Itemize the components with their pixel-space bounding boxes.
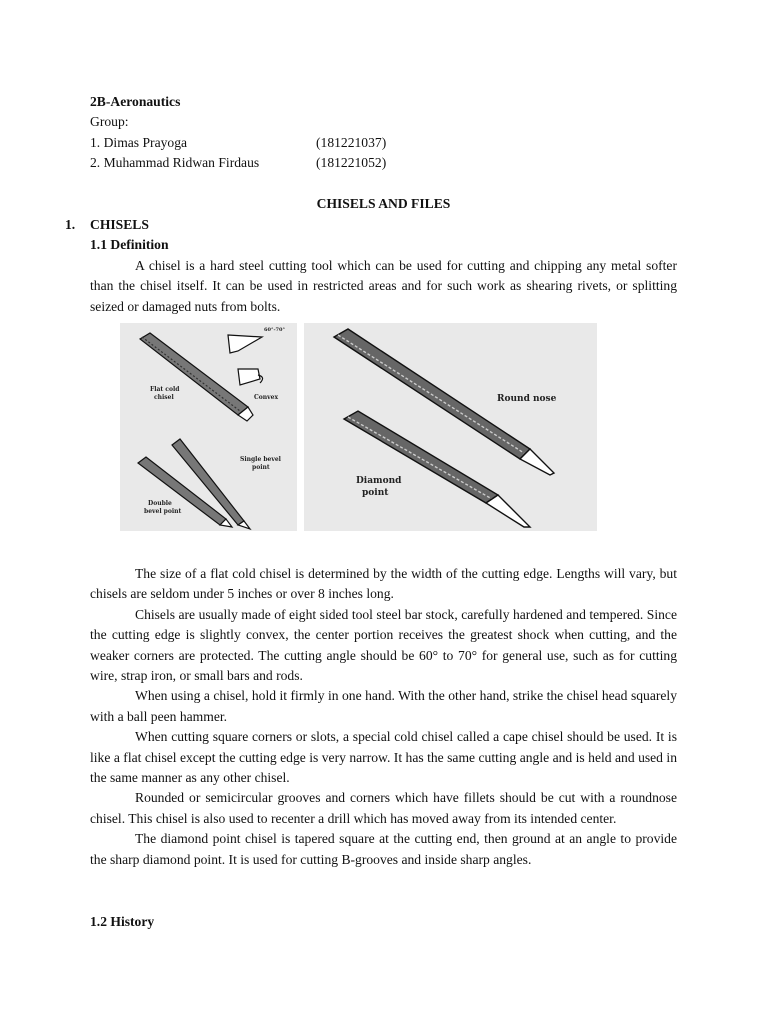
paragraph: Chisels are usually made of eight sided tool steel bar stock, carefully hardened and tempered. Since the cutting edge is slightly convex, the center portion receives the greatest shock when cutting, and the weaker corners are protected. The cutting angle should be 60° to 70° for general use, such as for cutting wire, strap iron, or small bars and rods. <box>90 606 677 684</box>
member-id: (181221037) <box>316 134 387 150</box>
paragraph: When using a chisel, hold it firmly in one hand. With the other hand, strike the chisel head squarely with a ball peen hammer. <box>90 688 677 724</box>
flat-cold-label: chisel <box>154 394 174 401</box>
paragraph: The diamond point chisel is tapered square at the cutting end, then ground at an angle to provide the sharp diamond point. It is used for cutting B-grooves and inside sharp angles. <box>90 831 677 867</box>
paragraph: A chisel is a hard steel cutting tool which can be used for cutting and chipping any metal softer than the chisel itself. It can be used in restricted areas and for such work as shearing rivets, or splitting seized or damaged nuts from bolts. <box>90 258 677 314</box>
class-name: 2B-Aeronautics <box>90 94 181 109</box>
diamond-label: Diamond <box>356 476 402 486</box>
paragraph: The size of a flat cold chisel is determined by the width of the cutting edge. Lengths will vary, but chisels are seldom under 5 inches or over 8 inches long. <box>90 566 677 602</box>
member-name: 1. Dimas Prayoga <box>90 134 188 150</box>
subsection-heading: 1.1 Definition <box>90 237 169 252</box>
convex-label: Convex <box>254 394 279 401</box>
paragraph: Rounded or semicircular grooves and corners which have fillets should be cut with a roundnose chisel. This chisel is also used to recenter a drill which has moved away from its intended center. <box>90 790 677 826</box>
header-block <box>90 92 677 174</box>
angle-label: 60°-70° <box>264 327 285 333</box>
paragraph: When cutting square corners or slots, a special cold chisel called a cape chisel should be used. It is like a flat chisel except the cutting edge is very narrow. It has the same cutting angle and is held and used in the same manner as any other chisel. <box>90 729 677 786</box>
single-bevel-label: point <box>252 464 270 471</box>
body-text <box>90 564 677 870</box>
double-bevel-label: Double <box>148 500 172 507</box>
document-title: CHISELS AND FILES <box>316 196 451 211</box>
section-heading <box>65 215 149 235</box>
member-name: 2. Muhammad Ridwan Firdaus <box>90 155 260 171</box>
chisel-types-illustration <box>120 323 297 531</box>
flat-cold-label: Flat cold <box>150 386 180 393</box>
section-title: CHISELS <box>90 217 149 232</box>
subsection-heading: 1.2 History <box>90 914 155 929</box>
round-diamond-chisel-figure <box>304 323 597 531</box>
single-bevel-label: Single bevel <box>240 456 281 463</box>
round-nose-label: Round nose <box>497 394 557 404</box>
diamond-label: point <box>362 488 389 498</box>
member-id: (181221052) <box>316 155 387 171</box>
round-diamond-illustration <box>304 323 597 531</box>
member-row <box>90 153 677 173</box>
section-number: 1. <box>65 217 76 232</box>
chisel-types-figure <box>120 323 297 531</box>
member-row <box>90 133 677 153</box>
double-bevel-label: bevel point <box>144 508 182 515</box>
group-label: Group: <box>90 114 129 130</box>
